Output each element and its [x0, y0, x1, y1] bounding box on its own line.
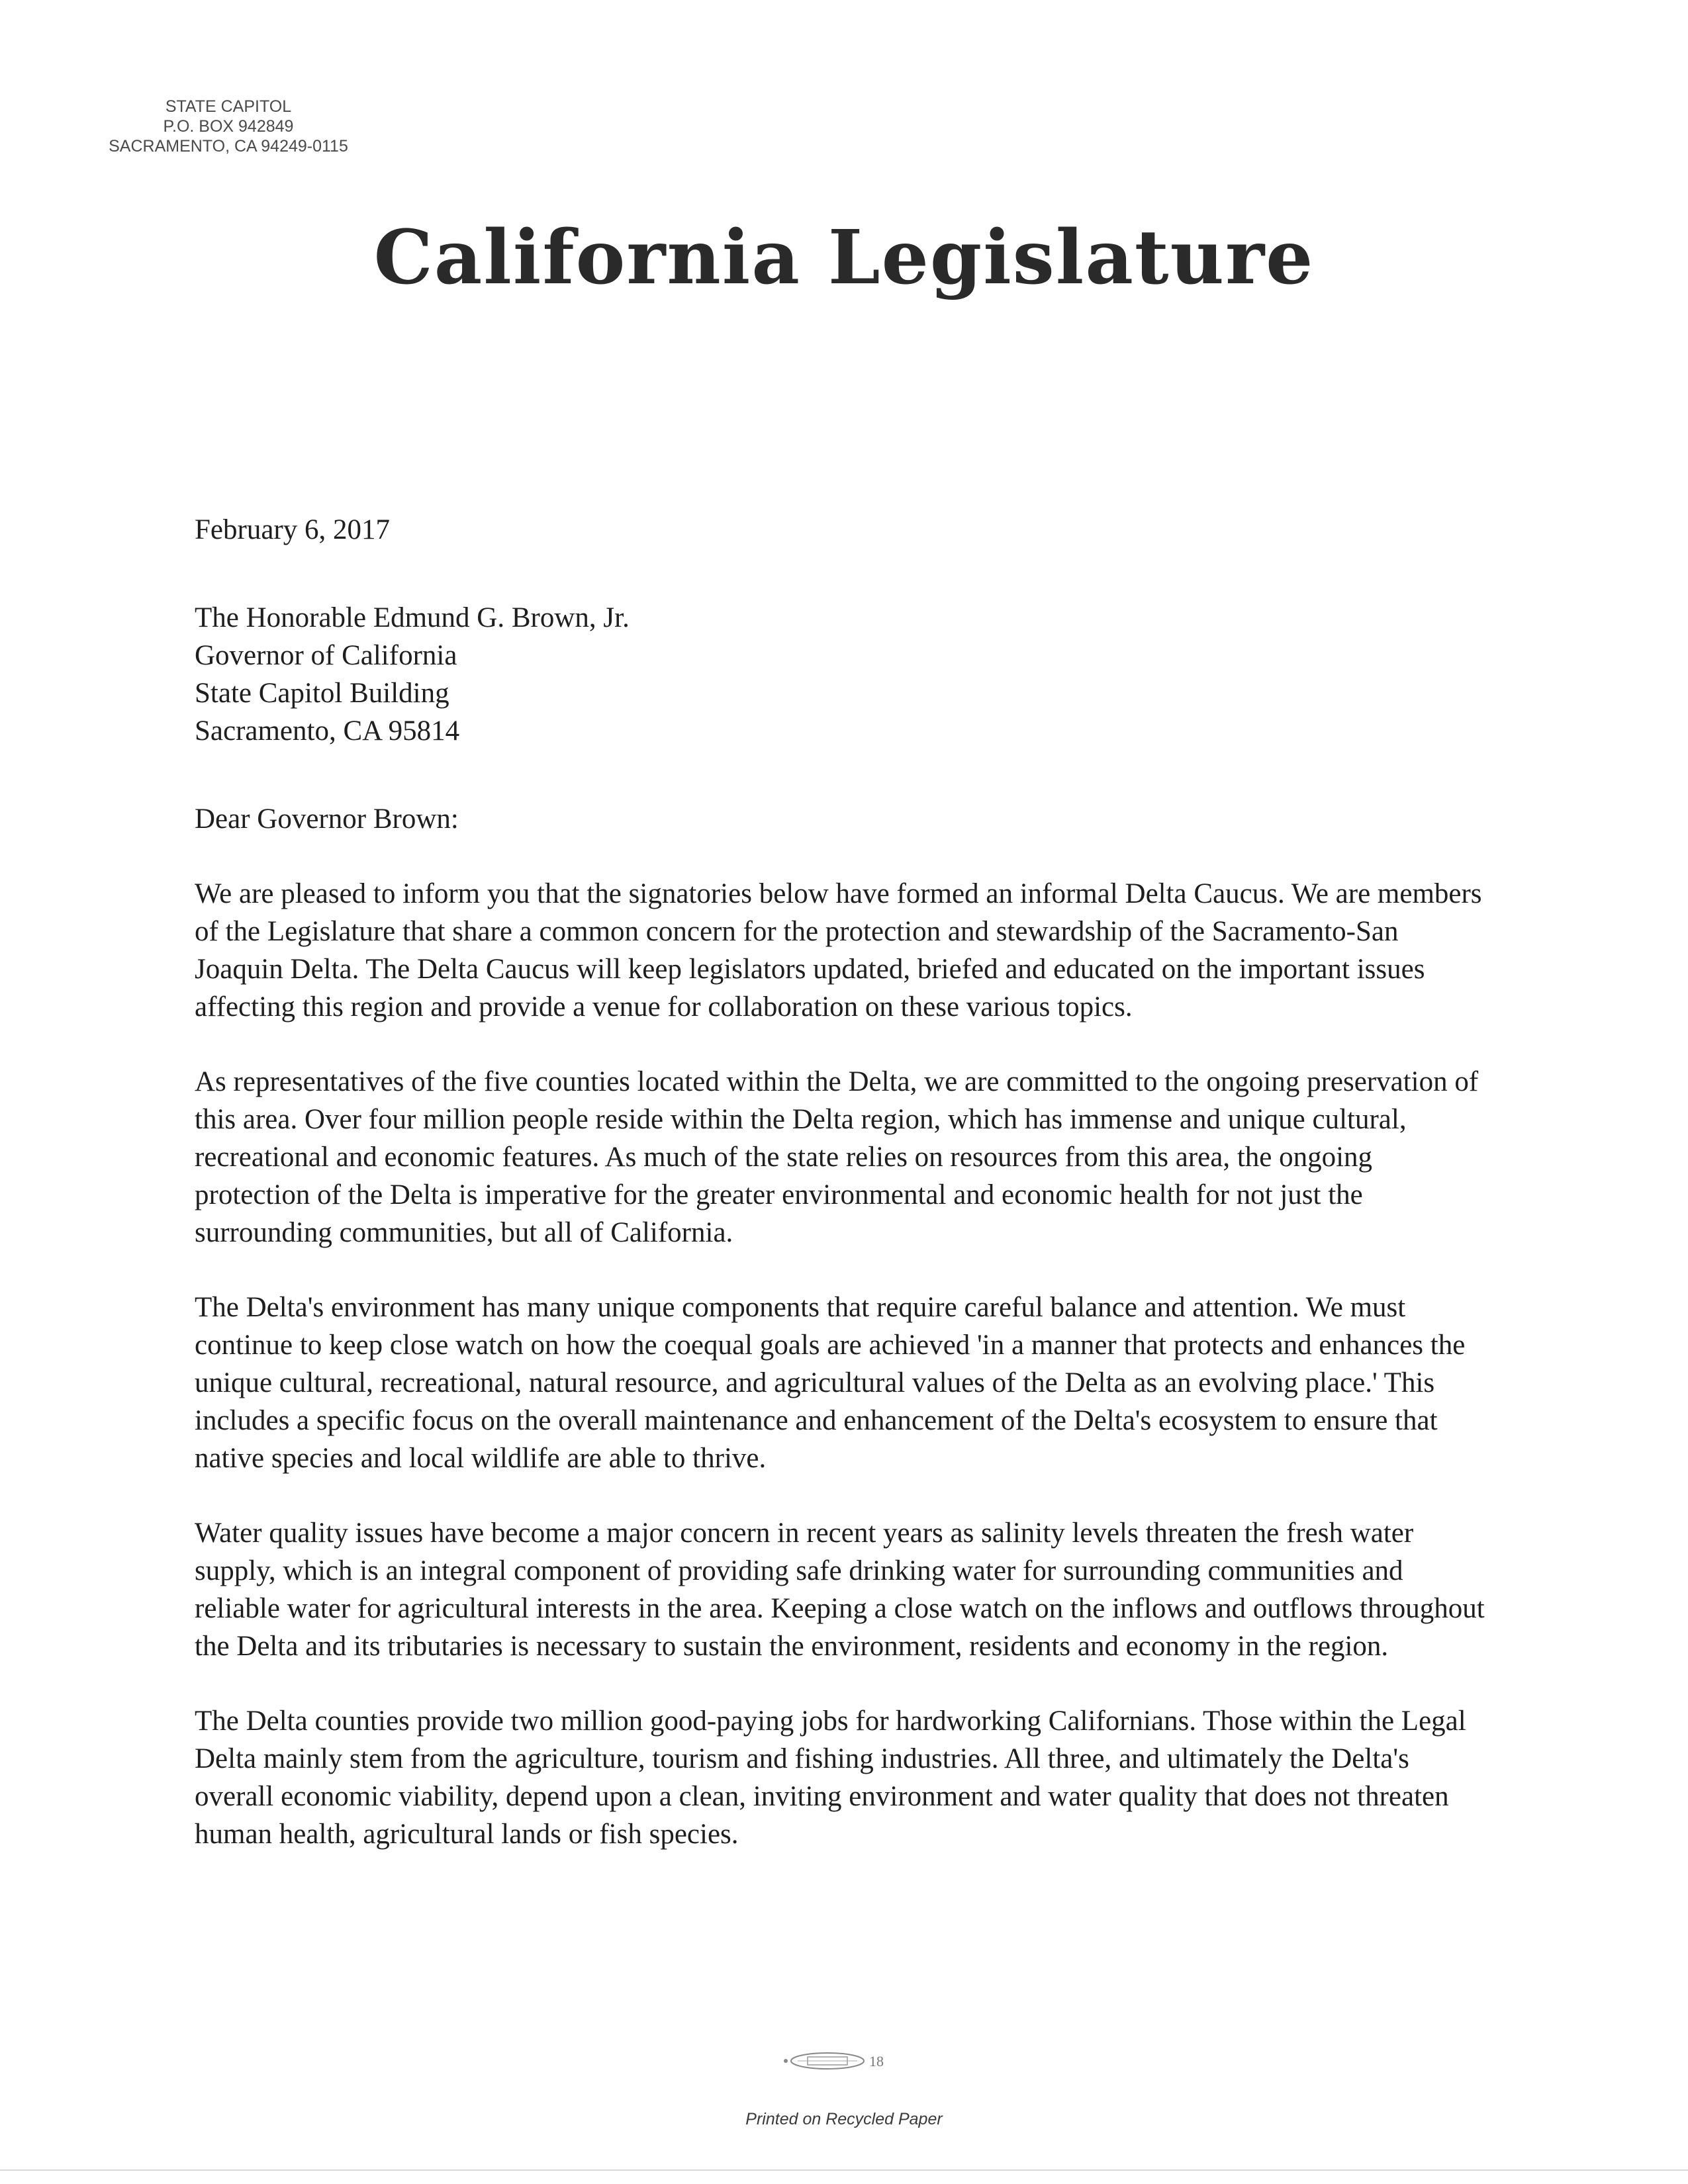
page-bottom-edge: [0, 2169, 1688, 2171]
return-address-line: P.O. BOX 942849: [163, 117, 294, 136]
addressee-building: State Capitol Building: [195, 678, 449, 709]
letterhead-title: California Legislature: [373, 214, 1315, 301]
paragraph: The Delta counties provide two million good-paying jobs for hardworking Californians. Those within the Legal Delta mainly stem from the agriculture, tourism and fishing industries. All three, and ultimately the Delta's overall economic viability, depend upon a clean, inviting environment and water quality that does not threaten human health, agricultural lands or fish species.: [195, 1706, 1466, 1850]
addressee-city: Sacramento, CA 95814: [195, 715, 460, 747]
addressee-name: The Honorable Edmund G. Brown, Jr.: [195, 602, 630, 633]
addressee-title: Governor of California: [195, 640, 457, 671]
letter-body: [195, 511, 1492, 1890]
union-bug-seal: [778, 2046, 910, 2073]
return-address: [79, 97, 377, 156]
salutation: Dear Governor Brown:: [195, 803, 459, 835]
letter-date: February 6, 2017: [195, 514, 390, 545]
paragraph: We are pleased to inform you that the signatories below have formed an informal Delta Caucus. We are members of the Legislature that share a common concern for the protection and stewardship of the Sacramento-San Joaquin Delta. The Delta Caucus will keep legislators updated, briefed and educated on the important issues affecting this region and provide a venue for collaboration on these various topics.: [195, 878, 1482, 1023]
paragraph: As representatives of the five counties located within the Delta, we are committed to the ongoing preservation of this area. Over four million people reside within the Delta region, which has immense and unique cultural, recreational and economic features. As much of the state relies on resources from this area, the ongoing protection of the Delta is imperative for the greater environmental and economic health for not just the surrounding communities, but all of California.: [195, 1066, 1479, 1248]
paragraph: Water quality issues have become a major concern in recent years as salinity levels threaten the fresh water supply, which is an integral component of providing safe drinking water for surrounding communities and reliable water for agricultural interests in the area. Keeping a close watch on the inflows and outflows throughout the Delta and its tributaries is necessary to sustain the environment, residents and economy in the region.: [195, 1518, 1485, 1662]
union-bug-number: 18: [869, 2053, 884, 2070]
addressee-block: [195, 599, 1492, 750]
return-address-line: STATE CAPITOL: [165, 97, 292, 116]
union-bug-icon: [778, 2046, 910, 2073]
paragraph: The Delta's environment has many unique components that require careful balance and attention. We must continue to keep close watch on how the coequal goals are achieved 'in a manner that protects and enhances the unique cultural, recreational, natural resource, and agricultural values of the Delta as an evolving place.' This includes a specific focus on the overall maintenance and enhancement of the Delta's ecosystem to ensure that native species and local wildlife are able to thrive.: [195, 1292, 1466, 1474]
return-address-line: SACRAMENTO, CA 94249-0115: [109, 137, 348, 156]
recycled-paper-note: Printed on Recycled Paper: [745, 2110, 943, 2128]
